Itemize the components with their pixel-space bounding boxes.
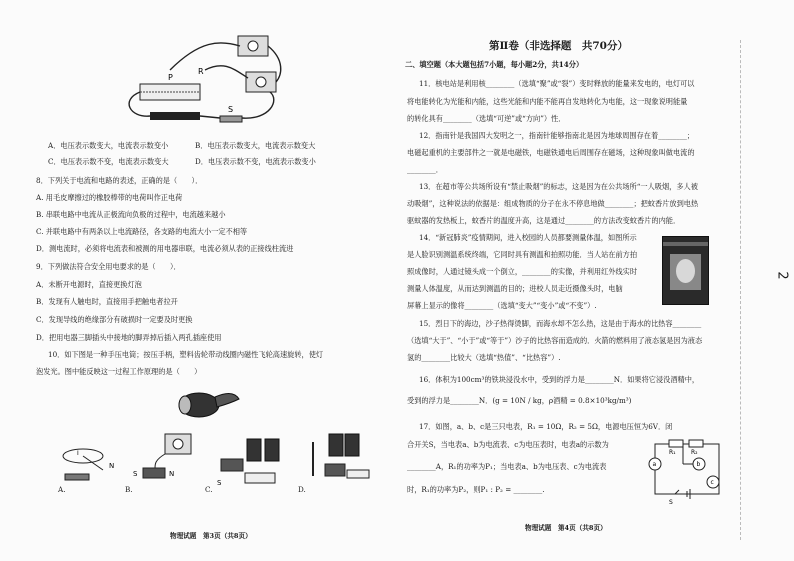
q8-option-b: B. 串联电路中电流从正极流向负极的过程中，电流越来越小 [36,210,226,219]
q7-option-d: D．电压表示数不变，电流表示数变小 [195,157,316,166]
q13-line-3: 驱蚊器的发热板上，蚊香片的温度升高，这是通过________的方法改变蚊香片的内能． [407,216,681,225]
q9-option-b: B．发现有人触电时，直接用手把触电者拉开 [36,297,178,306]
right-page [397,0,794,561]
label-p: P [168,73,173,82]
q17-line-4: 时，R₁的功率为P₂，则P₁ : P₂ = ________. [407,485,545,494]
q8-option-a: A. 用毛皮摩擦过的橡胶棒带的电荷叫作正电荷 [36,193,183,202]
q12-line-2: 电磁起重机的主要部件之一就是电磁铁，电磁铁通电后周围存在磁场，这种现象叫做电流的 [407,148,695,157]
q10-label-c: C. [205,485,213,494]
q11-line-3: 的转化具有________（选填“可逆”或“方向”）性． [407,114,566,123]
hand-flashlight-figure [175,383,245,423]
q10-label-a: A. [58,485,66,494]
q13-line-2: 动吸烟”，这种说法的依据是：组成物质的分子在永不停息地做________；把蚊香片放到电热 [407,199,699,208]
q14-line-1: 14．“新冠肺炎”疫情期间，进入校园的人员都要测量体温，如图所示 [419,233,637,242]
q14-line-5: 屏幕上显示的像将________（选填“变大”“变小”或“不变”）. [407,301,597,310]
label-b: b [696,461,701,468]
q14-line-2: 是人脸识别测温系统终端，它同时具有测温和拍照功能．当人站在前方拍 [407,250,638,259]
svg-text:N: N [109,462,115,470]
q17-line-1: 17．如图，a、b、c是三只电表，R₁ = 10Ω，R₂ = 5Ω，电源电压恒为6V．闭 [419,422,673,431]
option-a-figure [55,440,125,490]
label-a: a [652,461,657,468]
face-recognition-terminal-image [662,236,709,305]
q9-option-a: A．未断开电源时，直接更换灯泡 [36,280,142,289]
q10-line-1: 10．如下图是一种手压电筒；按压手柄，塑料齿轮带动线圈内磁性飞轮高速旋转，使灯 [48,350,324,359]
part-title: 二、填空题（本大题包括7小题，每小题2分，共14分） [405,60,584,69]
q12-line-1: 12．指南针是我国四大发明之一，指南针能够指南北是因为地球周围存在着________； [419,131,695,140]
label-c: c [710,479,714,486]
label-s: S [669,499,673,506]
q9-option-c: C．发现导线的绝缘部分有破损时一定要及时更换 [36,315,193,324]
right-footer: 物理试题 第4页（共8页） [525,524,607,532]
q17-line-2: 合开关S，当电表a、b为电流表、c为电压表时，电表a的示数为 [407,440,609,449]
q12-line-3: ________． [407,165,443,174]
label-r: R [198,67,204,76]
q10-label-b: B. [125,485,133,494]
q14-line-4: 测量人体温度，从而达到测温的目的；进校人员走近摄像头时，电脑 [407,284,623,293]
label-r2: R₂ [691,449,698,456]
q7-option-b: B．电压表示数变大，电流表示数变大 [195,141,316,150]
svg-text:S: S [133,470,138,478]
q8-stem: 8．下列关于电流和电路的表述，正确的是（ ）． [36,176,203,185]
option-d-figure [295,430,375,490]
option-b-figure [125,430,205,490]
q15-line-3: 氢的________比较大（选填“热值”、“比热容”）. [407,353,561,362]
section-title: 第Ⅱ卷（非选择题 共70分） [489,40,628,52]
q9-stem: 9．下列做法符合安全用电要求的是（ ）． [36,262,181,271]
q17-line-3: ________A，R₁的功率为P₁；当电表a、b为电压表、c为电流表 [407,462,607,471]
label-s: S [228,105,234,114]
svg-text:I: I [77,450,79,457]
q15-line-2: （选填“大于”、“小于”或“等于”）沙子的比热容而造成的．火箭的燃料用了液态氢是因为液态 [407,336,703,345]
q7-option-c: C．电压表示数不变，电流表示数变大 [48,157,169,166]
q13-line-1: 13．在超市等公共场所设有“禁止吸烟”的标志，这是因为在公共场所“一人吸烟，多人被 [419,182,698,191]
q11-line-1: 11．核电站是利用核________（选填“聚”或“裂”）变时释放的能量来发电的，电灯可以 [419,79,695,88]
q11-line-2: 将电能转化为光能和内能，这些光能和内能不能再自发地转化为电能，这一现象说明能量 [407,97,688,106]
rheostat-circuit-figure [110,30,290,130]
left-footer: 物理试题 第3页（共8页） [170,532,252,540]
q14-line-3: 照成像时，人通过镜头成一个倒立，________的实像，并利用红外线实时 [407,267,638,276]
q7-option-a: A．电压表示数变大，电流表示数变小 [48,141,169,150]
svg-text:S: S [217,479,222,487]
label-r1: R₁ [669,449,676,456]
svg-text:N: N [169,470,175,478]
q9-option-d: D．把用电器三脚插头中接地的脚弄掉后插入两孔插座使用 [36,333,222,342]
q15-line-1: 15．烈日下的海边，沙子热得烫脚，而海水却不怎么热，这是由于海水的比热容________ [419,319,702,328]
side-page-number: 2 [774,271,790,280]
q10-label-d: D. [298,485,306,494]
q8-option-c: C. 并联电路中有两条以上电流路径，各支路的电流大小一定不相等 [36,227,248,236]
q16-line-2: 受到的浮力是________N．(g = 10N / kg，ρ酒精 = 0.8×10³kg/m³) [407,396,632,405]
q16-line-1: 16．体积为100cm³的铁块浸没水中，受到的浮力是________N．如果将它浸没酒精中， [419,375,700,384]
option-c-figure [205,435,285,490]
q8-option-d: D．测电流时，必须将电流表和被测的用电器串联，电流必须从表的正接线柱流进 [36,244,294,253]
q10-line-2: 泡发光。图中能反映这一过程工作原理的是（ ） [36,367,202,376]
q17-circuit-diagram [647,438,727,506]
binding-fold-line [740,40,741,540]
